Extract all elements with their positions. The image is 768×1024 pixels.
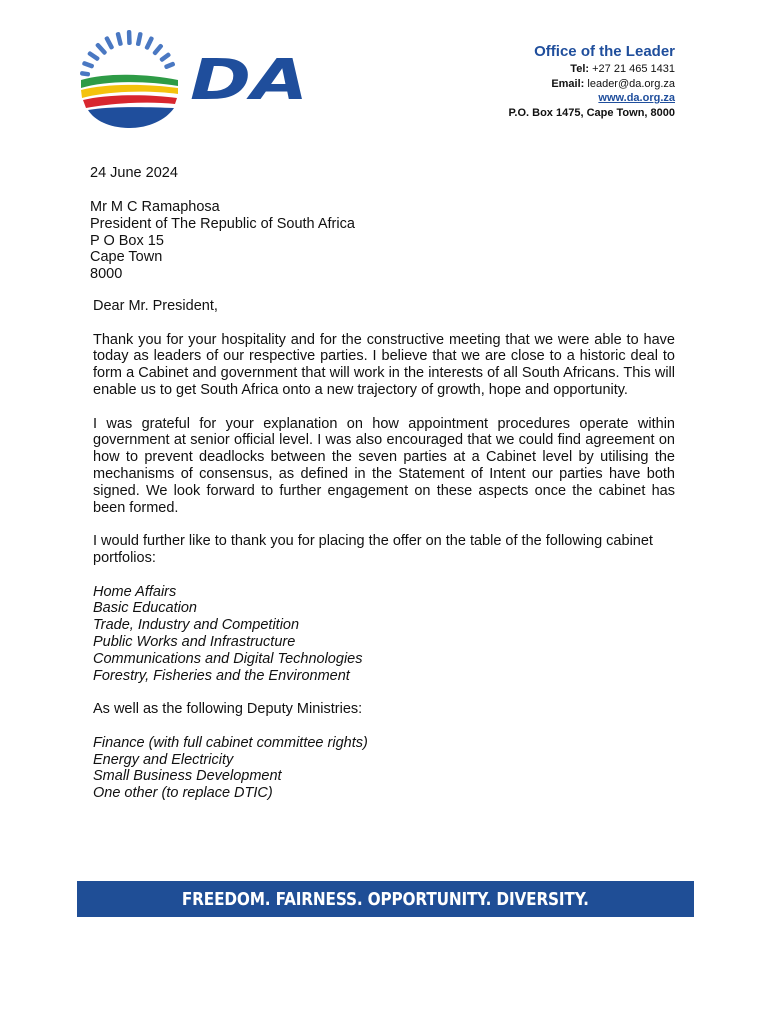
website-link[interactable]: www.da.org.za: [598, 92, 675, 104]
red-band: [83, 95, 177, 108]
logo-text: DA: [190, 48, 308, 113]
recipient-pobox: P O Box 15: [90, 232, 164, 249]
paragraph-3: I would further like to thank you for placing the offer on the table of the following cabinet portfolios:: [93, 533, 653, 566]
office-title: Office of the Leader: [534, 43, 675, 60]
list-item: One other (to replace DTIC): [93, 785, 273, 802]
paragraph-2: I was grateful for your explanation on how appointment procedures operate within government at senior official level. I was also encouraged that we could find agreement on how to prevent deadlocks between the seven parties at a Cabinet level by utilising the mechanisms of consensus, as defined in the Statement of Intent our parties have both signed. We look forward to further engagement on these aspects once the cabinet has been formed.: [93, 415, 675, 516]
pobox-line: P.O. Box 1475, Cape Town, 8000: [508, 106, 675, 119]
salutation: Dear Mr. President,: [93, 298, 218, 314]
recipient-address: [90, 199, 355, 283]
list-item: Communications and Digital Technologies: [93, 650, 363, 667]
tel-label: Tel:: [570, 63, 590, 75]
email-value: leader@da.org.za: [587, 77, 675, 90]
sun-rays: [80, 30, 176, 77]
da-logo: [78, 28, 310, 132]
website-line: [509, 91, 676, 106]
list-item: Finance (with full cabinet committee rights): [93, 734, 368, 751]
tel-line: [509, 62, 676, 77]
tel-value: +27 21 465 1431: [592, 63, 675, 75]
letter-body: [93, 298, 675, 819]
deputy-intro: As well as the following Deputy Ministries:: [93, 701, 363, 718]
list-item: Trade, Industry and Competition: [93, 617, 300, 634]
footer-banner: [77, 881, 694, 917]
letter-date: 24 June 2024: [90, 165, 178, 181]
deputy-ministry-list: [93, 735, 675, 802]
recipient-postcode: 8000: [90, 266, 123, 283]
recipient-title: President of The Republic of South Africa: [90, 215, 355, 232]
paragraph-1: Thank you for your hospitality and for the constructive meeting that we were able to have today as leaders of our respective parties. I believe that we are close to a historic deal to form a Cabinet and government that will work in the interests of all South Africans. This will enable us to get South Africa onto a new trajectory of growth, hope and opportunity.: [93, 331, 675, 398]
list-item: Forestry, Fisheries and the Environment: [93, 667, 350, 684]
email-line: [509, 77, 676, 92]
list-item: Energy and Electricity: [93, 751, 234, 768]
list-item: Public Works and Infrastructure: [93, 633, 296, 650]
list-item: Small Business Development: [93, 768, 282, 785]
recipient-name: Mr M C Ramaphosa: [90, 199, 220, 215]
letterhead-contact: [509, 42, 676, 120]
recipient-city: Cape Town: [90, 249, 163, 266]
blue-band: [88, 107, 174, 128]
footer-slogan: FREEDOM. FAIRNESS. OPPORTUNITY. DIVERSITY.: [182, 888, 589, 910]
email-label: Email:: [551, 77, 585, 90]
list-item: Basic Education: [93, 600, 197, 617]
cabinet-portfolio-list: [93, 584, 675, 685]
list-item: Home Affairs: [93, 583, 177, 600]
